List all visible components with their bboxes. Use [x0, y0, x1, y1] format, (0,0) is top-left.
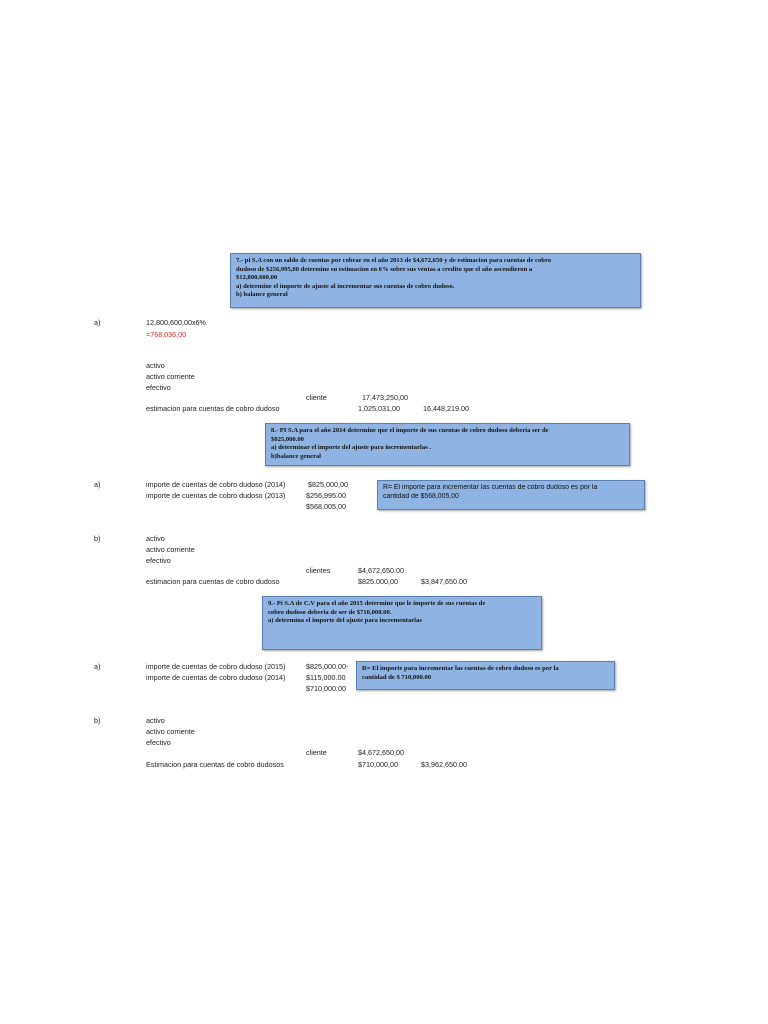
q7-client-label: cliente	[306, 393, 327, 402]
q9-b-label: b)	[94, 716, 101, 725]
q9-client-value: $4,672,650,00	[358, 748, 404, 757]
q7-calc: 12,800,600,00x6%	[146, 318, 206, 327]
q8-answer-line: cantidad de $568,005,00	[383, 492, 459, 500]
q9-efectivo: efectivo	[146, 738, 171, 747]
q7-line: 7.- pi S.A con un saldo de cuentas por cobrar en el año 2013 de $4,672,650 y de estimacion para cuentas de cobro	[236, 257, 552, 264]
q7-line: dudoso de $256,995,00 determine su estimacion en 6% sobre sus ventas a credito que el año ascendieron a	[236, 265, 533, 273]
q9-line: 9.- Pi S.A de C.V para el año 2015 determine que le importe de sus cuentas de	[268, 600, 486, 607]
q9-activo-corriente: activo corriente	[146, 727, 195, 736]
q9-answer-line: cantidad de $ 710,000.00	[362, 673, 432, 681]
q9-row1-label: importe de cuentas de cobro dudoso (2015)	[146, 662, 286, 671]
q8-line: 8.- PI S.A para el año 2014 determine que el importe de sus cuentas de cobro dudoso deberia ser de	[271, 427, 549, 434]
q9-answer-box	[356, 661, 615, 690]
q8-estim-value: $825.000,00	[358, 577, 398, 586]
q7-result: =768,036,00	[146, 330, 187, 339]
q8-a-label: a)	[94, 480, 101, 489]
q8-line: a) determinar el importe del ajuste para incrementarlas .	[271, 444, 431, 452]
q9-activo: activo	[146, 716, 165, 725]
q9-row3-value: $710,000.00	[306, 684, 346, 693]
q9-answer-line: R= El importe para incrementar las cuentas de cobro dudoso es por la	[362, 665, 559, 672]
q7-a-label: a)	[94, 318, 101, 327]
q7-line: a) determine el importe de ajuste al incrementar sus cuentas de cobro dudoso.	[236, 282, 455, 290]
q8-estim-label: estimacion para cuentas de cobro dudoso	[146, 577, 280, 586]
q9-row2-label: importe de cuentas de cobro dudoso (2014)	[146, 673, 286, 682]
q9-estim-label: Estimacion para cuentas de cobro dudosos	[146, 760, 284, 769]
q7-line: $12,800,600,00	[236, 274, 278, 282]
q9-a-label: a)	[94, 662, 101, 671]
q9-line: cobro dudoso deberia de ser de $710,000.00.	[268, 608, 392, 616]
q9-statement-box	[262, 596, 542, 650]
q8-row1-value: $825,000,00	[308, 480, 348, 489]
q8-answer-box	[377, 480, 645, 510]
q7-client-value: 17,473,250,00	[362, 393, 408, 402]
q9-estim-value: $710,000,00	[358, 760, 398, 769]
q8-activo: activo	[146, 534, 165, 543]
q9-line: a) determina el importe del ajuste para incrementarlas	[268, 617, 422, 625]
q8-efectivo: efectivo	[146, 556, 171, 565]
q8-activo-corriente: activo corriente	[146, 545, 195, 554]
q7-total: 16,448,219.00	[423, 404, 469, 413]
q9-client-label: cliente	[306, 748, 327, 757]
q9-row1-value: $825,000.00-	[306, 662, 349, 671]
q8-row3-value: $568,005,00	[306, 502, 346, 511]
q7-line: b) balance general	[236, 291, 288, 299]
q9-total: $3,962,650.00	[421, 760, 467, 769]
q8-row2-label: importe de cuentas de cobro dudoso (2013)	[146, 491, 286, 500]
q8-line: b)balance general	[271, 452, 321, 460]
q7-activo-corriente: activo corriente	[146, 372, 195, 381]
q8-client-value: $4,672,650.00	[358, 566, 404, 575]
q7-estim-value: 1,025,031,00	[358, 404, 400, 413]
q8-answer-line: R= El importe para incrementar las cuentas de cobro dudoso es por la	[383, 484, 598, 491]
q7-statement-box	[230, 253, 641, 308]
q7-efectivo: efectivo	[146, 383, 171, 392]
q8-row2-value: $256,995.00	[306, 491, 346, 500]
q9-row2-value: $115,000.00	[306, 673, 346, 682]
q7-activo: activo	[146, 361, 165, 370]
q8-statement-box	[265, 423, 630, 466]
q8-row1-label: importe de cuentas de cobro dudoso (2014)	[146, 480, 286, 489]
q8-b-label: b)	[94, 534, 101, 543]
q8-line: $825,000.00	[271, 435, 304, 443]
q8-client-label: clientes	[306, 566, 331, 575]
q8-total: $3,847,650.00	[421, 577, 467, 586]
q7-estim-label: estimacion para cuentas de cobro dudoso	[146, 404, 280, 413]
